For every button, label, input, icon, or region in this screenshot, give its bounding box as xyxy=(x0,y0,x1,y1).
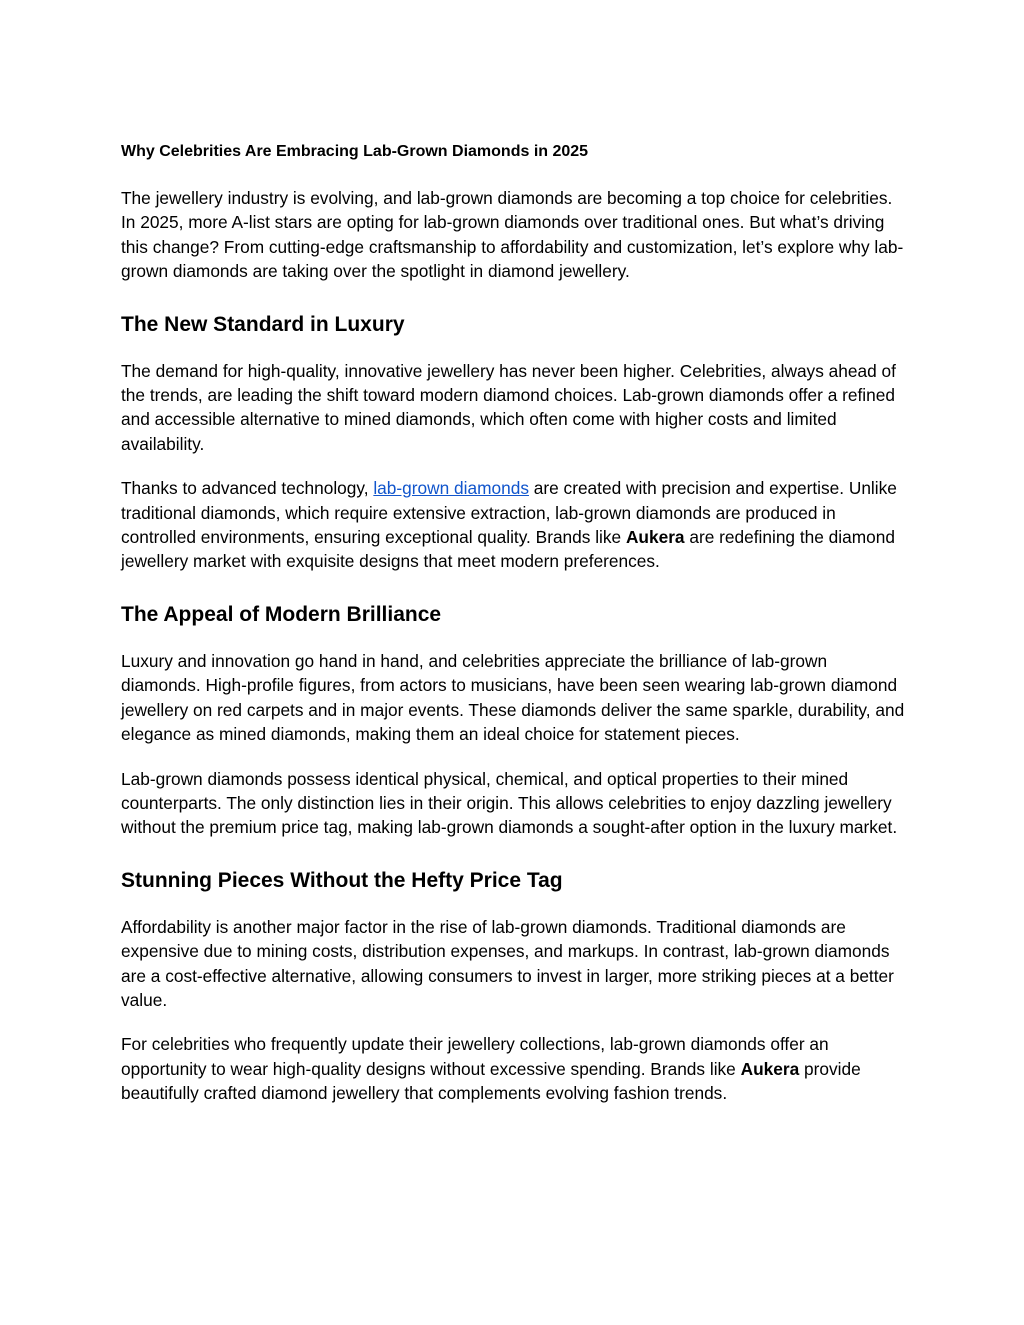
brand-name: Aukera xyxy=(625,527,685,548)
text-span: provide beautifully crafted diamond jewellery that complements evolving fashion trends. xyxy=(121,1058,861,1104)
section-heading-luxury: The New Standard in Luxury xyxy=(121,312,405,336)
section-heading-price: Stunning Pieces Without the Hefty Price Tag xyxy=(121,868,563,892)
text-span: Thanks to advanced technology, xyxy=(121,478,374,499)
document-page xyxy=(121,140,911,1126)
document-title: Why Celebrities Are Embracing Lab-Grown Diamonds in 2025 xyxy=(121,143,589,160)
price-paragraph-1: Affordability is another major factor in the rise of lab-grown diamonds. Traditional diamonds are expensive due to mining costs, distribution expenses, and markups. In contrast, lab-grown diamonds are a cost-effective alternative, allowing consumers to invest in larger, more striking pieces at a better value. xyxy=(121,916,894,1010)
luxury-paragraph-1: The demand for high-quality, innovative jewellery has never been higher. Celebrities, always ahead of the trends, are leading the shift toward modern diamond choices. Lab-grown diamonds offer a refined and accessible alternative to mined diamonds, which often come with higher costs and limited availability. xyxy=(121,360,896,454)
luxury-paragraph-2 xyxy=(121,476,911,574)
brilliance-paragraph-1: Luxury and innovation go hand in hand, and celebrities appreciate the brilliance of lab-grown diamonds. High-profile figures, from actors to musicians, have been seen wearing lab-grown diamond jewellery on red carpets and in major events. These diamonds deliver the same sparkle, durability, and elegance as mined diamonds, making them an ideal choice for statement pieces. xyxy=(121,650,905,745)
intro-paragraph: The jewellery industry is evolving, and lab-grown diamonds are becoming a top choice for celebrities. In 2025, more A-list stars are opting for lab-grown diamonds over traditional ones. But what’s driving this change? From cutting-edge craftsmanship to affordability and customization, let’s explore why lab-grown diamonds are taking over the spotlight in diamond jewellery. xyxy=(121,188,904,282)
text-span: are created with precision and expertise. Unlike traditional diamonds, which require extensive extraction, lab-grown diamonds are produced in controlled environments, ensuring exceptional quality. Brands like xyxy=(121,478,897,548)
section-heading-brilliance: The Appeal of Modern Brilliance xyxy=(121,602,442,626)
text-span: are redefining the diamond jewellery market with exquisite designs that meet modern preferences. xyxy=(121,527,895,572)
brilliance-paragraph-2: Lab-grown diamonds possess identical physical, chemical, and optical properties to their mined counterparts. The only distinction lies in their origin. This allows celebrities to enjoy dazzling jewellery without the premium price tag, making lab-grown diamonds a sought-after option in the luxury market. xyxy=(121,768,898,838)
text-span: For celebrities who frequently update their jewellery collections, lab-grown diamonds offer an opportunity to wear high-quality designs without excessive spending. Brands like xyxy=(121,1034,829,1079)
brand-name: Aukera xyxy=(740,1058,800,1079)
lab-grown-diamonds-link[interactable]: lab-grown diamonds xyxy=(373,478,529,499)
price-paragraph-2 xyxy=(121,1032,911,1105)
